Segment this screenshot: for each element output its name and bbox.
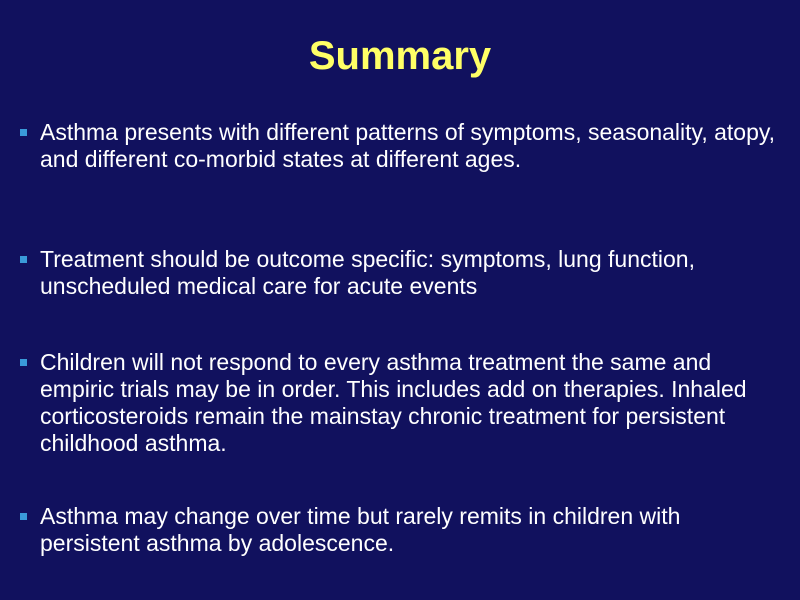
- slide-title: Summary: [308, 34, 492, 78]
- square-bullet-icon: [20, 513, 27, 520]
- square-bullet-icon: [20, 129, 27, 136]
- bullet-text: Children will not respond to every asthma treatment the same and empiric trials may be in order. This includes add on therapies. Inhaled corticosteroids remain the mainstay chronic treatment for persistent childhood asthma.: [40, 349, 747, 456]
- bullet-text: Asthma presents with different patterns of symptoms, seasonality, atopy, and different co-morbid states at different ages.: [40, 119, 776, 172]
- square-bullet-icon: [20, 256, 27, 263]
- square-bullet-icon: [20, 359, 27, 366]
- bullet-text: Asthma may change over time but rarely remits in children with persistent asthma by adolescence.: [40, 503, 681, 556]
- bullet-text: Treatment should be outcome specific: symptoms, lung function, unscheduled medical care for acute events: [40, 246, 695, 299]
